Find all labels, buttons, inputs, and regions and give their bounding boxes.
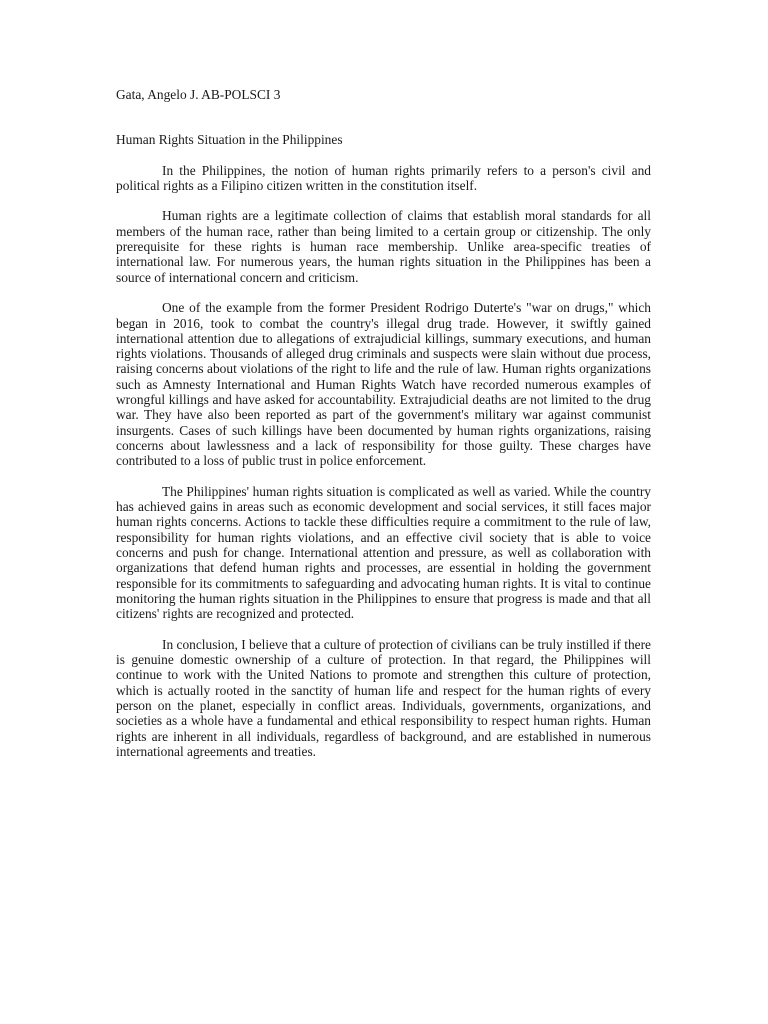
document-page [116, 87, 651, 774]
paragraph-intro: In the Philippines, the notion of human rights primarily refers to a person's civil and political rights as a Filipino citizen written in the constitution itself. [116, 162, 651, 193]
page-title: Human Rights Situation in the Philippines [116, 132, 343, 148]
author-line: Gata, Angelo J. AB-POLSCI 3 [116, 87, 281, 102]
paragraph-drug-war: One of the example from the former President Rodrigo Duterte's "war on drugs," which began in 2016, took to combat the country's illegal drug trade. However, it swiftly gained international attention due to allegations of extrajudicial killings, summary executions, and human rights violations. Thousands of alleged drug criminals and suspects were slain without due process, raising concerns about violations of the right to life and the rule of law. Human rights organizations such as Amnesty International and Human Rights Watch have recorded numerous examples of wrongful killings and have asked for accountability. Extrajudicial deaths are not limited to the drug war. They have also been reported as part of the government's military war against communist insurgents. Cases of such killings have been documented by human rights organizations, raising concerns about lawlessness and a lack of responsibility for those guilty. These charges have contributed to a loss of public trust in police enforcement. [116, 300, 651, 469]
paragraph-situation: The Philippines' human rights situation is complicated as well as varied. While the country has achieved gains in areas such as economic development and social services, it still faces major human rights concerns. Actions to tackle these difficulties require a commitment to the rule of law, responsibility for human rights violations, and an effective civil society that is able to voice concerns and push for change. International attention and pressure, as well as collaboration with organizations that defend human rights and processes, are essential in holding the government responsible for its commitments to safeguarding and advocating human rights. It is vital to continue monitoring the human rights situation in the Philippines to ensure that progress is made and that all citizens' rights are recognized and protected. [116, 483, 651, 622]
paragraph-conclusion: In conclusion, I believe that a culture of protection of civilians can be truly instilled if there is genuine domestic ownership of a culture of protection. In that regard, the Philippines will continue to work with the United Nations to promote and strengthen this culture of protection, which is actually rooted in the sanctity of human life and respect for the human rights of every person on the planet, especially in conflict areas. Individuals, governments, organizations, and societies as a whole have a fundamental and ethical responsibility to respect human rights. Human rights are inherent in all individuals, regardless of background, and are established in numerous international agreements and treaties. [116, 636, 651, 759]
paragraph-definition: Human rights are a legitimate collection of claims that establish moral standards for all members of the human race, rather than being limited to a certain group or citizenship. The only prerequisite for these rights is human race membership. Unlike area-specific treaties of international law. For numerous years, the human rights situation in the Philippines has been a source of international concern and criticism. [116, 208, 651, 285]
